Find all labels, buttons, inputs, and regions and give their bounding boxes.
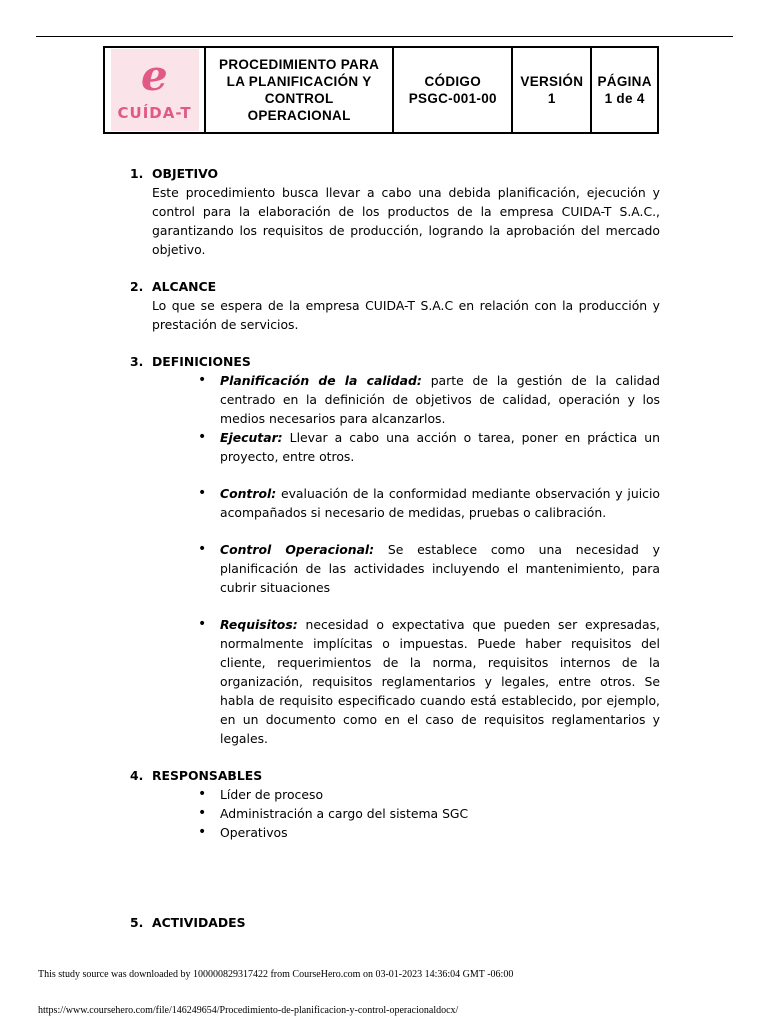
version-value: 1 bbox=[547, 91, 556, 106]
document-header-table bbox=[103, 46, 659, 134]
definition-item bbox=[198, 428, 660, 466]
section-number: 2. bbox=[130, 279, 144, 294]
version-cell bbox=[512, 47, 591, 133]
page-cell bbox=[591, 47, 658, 133]
logo-cell bbox=[104, 47, 205, 133]
definition-text: Se establece como una necesidad y planificación de las actividades incluyendo el mantenimiento, para cubrir situaciones bbox=[220, 542, 660, 595]
section-alcance-heading bbox=[130, 277, 660, 296]
code-label: CÓDIGO bbox=[424, 74, 482, 89]
code-cell bbox=[393, 47, 512, 133]
document-title bbox=[205, 47, 393, 133]
definition-text: evaluación de la conformidad mediante observación y juicio acompañados si necesario de medidas, pruebas o calibración. bbox=[220, 486, 660, 520]
objetivo-paragraph: Este procedimiento busca llevar a cabo una debida planificación, ejecución y control para la elaboración de los productos de la empresa CUIDA-T S.A.C., garantizando los requisitos de producción, logrando la aprobación del mercado objetivo. bbox=[152, 185, 660, 257]
title-line: PROCEDIMIENTO PARA bbox=[219, 57, 380, 72]
title-line: CONTROL bbox=[264, 91, 334, 106]
version-label: VERSIÓN bbox=[520, 74, 584, 89]
company-logo bbox=[111, 49, 199, 131]
page-value: 1 de 4 bbox=[604, 91, 645, 106]
title-line: LA PLANIFICACIÓN Y bbox=[226, 74, 372, 89]
definition-term: Requisitos: bbox=[220, 617, 298, 632]
section-title: DEFINICIONES bbox=[152, 354, 251, 369]
section-title: RESPONSABLES bbox=[152, 768, 263, 783]
definition-term: Ejecutar: bbox=[220, 430, 283, 445]
definition-item bbox=[198, 615, 660, 748]
definition-text: Llevar a cabo una acción o tarea, poner en práctica un proyecto, entre otros. bbox=[220, 430, 660, 464]
section-number: 1. bbox=[130, 166, 144, 181]
definition-term: Control Operacional: bbox=[220, 542, 375, 557]
top-rule bbox=[36, 36, 733, 37]
responsable-item: • Administración a cargo del sistema SGC bbox=[198, 804, 660, 823]
logo-text: CUÍDA-T bbox=[117, 104, 192, 122]
section-title: OBJETIVO bbox=[152, 166, 219, 181]
definition-item bbox=[198, 484, 660, 522]
definitions-list bbox=[130, 371, 660, 466]
section-title: ALCANCE bbox=[152, 279, 217, 294]
section-number: 5. bbox=[130, 915, 144, 930]
source-url[interactable]: https://www.coursehero.com/file/146249654/Procedimiento-de-planificacion-y-control-operacionaldocx/ bbox=[38, 1005, 459, 1016]
definition-term: Planificación de la calidad: bbox=[220, 373, 422, 388]
definition-text: necesidad o expectativa que pueden ser expresadas, normalmente implícitas o impuestas. Puede haber requisitos del cliente, requerimientos de la norma, requisitos internos de la organización, requisitos reglamentarios y legales, entre otros. Se habla de requisito especificado cuando está establecido, por ejemplo, en un documento como en el caso de requisitos reglamentarios y legales. bbox=[220, 617, 660, 746]
section-number: 4. bbox=[130, 768, 144, 783]
section-number: 3. bbox=[130, 354, 144, 369]
section-definiciones-heading bbox=[130, 352, 660, 371]
alcance-paragraph: Lo que se espera de la empresa CUIDA-T S.A.C en relación con la producción y prestación de servicios. bbox=[152, 298, 660, 332]
responsables-list bbox=[130, 785, 660, 842]
definition-text: parte de la gestión de la calidad centrado en la definición de objetivos de calidad, operación y los medios necesarios para alcanzarlos. bbox=[220, 373, 660, 426]
responsable-item: • Líder de proceso bbox=[198, 785, 660, 804]
definition-term: Control: bbox=[220, 486, 277, 501]
definition-item bbox=[198, 540, 660, 597]
definitions-list bbox=[130, 615, 660, 748]
logo-glyph: e bbox=[141, 51, 169, 100]
definitions-list bbox=[130, 540, 660, 597]
section-title: ACTIVIDADES bbox=[152, 915, 246, 930]
page-label: PÁGINA bbox=[597, 74, 652, 89]
download-note: This study source was downloaded by 100000829317422 from CourseHero.com on 03-01-2023 14:36:04 GMT -06:00 bbox=[38, 969, 514, 980]
definition-item bbox=[198, 371, 660, 428]
title-line: OPERACIONAL bbox=[247, 108, 351, 123]
definitions-list bbox=[130, 484, 660, 522]
section-objetivo-heading bbox=[130, 164, 660, 183]
code-value: PSGC-001-00 bbox=[408, 91, 497, 106]
responsable-item: • Operativos bbox=[198, 823, 660, 842]
section-responsables-heading bbox=[130, 766, 660, 785]
section-actividades-heading bbox=[130, 915, 246, 930]
document-body bbox=[130, 164, 660, 842]
